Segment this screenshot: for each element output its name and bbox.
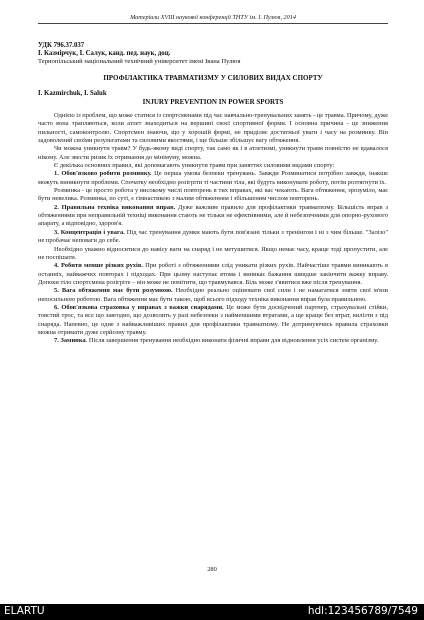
paragraph: 3. Концентрація і увага. Під час тренування думки мають бути пов'язані тільки з тренінгом і ні з чим більше. "Залізо" не пробачає неповаги до себе. <box>38 228 388 245</box>
paragraph: Розминка - це просто робота у високому числі повторень в тих вправах, які вас чекають. Вага обтяження, зрозуміло, має бути невелика. Розминка, по суті, є гімнастикою з малим обтяженням і збільшеним числом повторень. <box>38 187 388 203</box>
handle-identifier: hdl:123456789/7549 <box>307 605 418 617</box>
article-title-uk: ПРОФІЛАКТИКА ТРАВМАТИЗМУ У СИЛОВИХ ВИДАХ СПОРТУ <box>103 74 323 82</box>
paragraph: Необхідно уважно відноситися до навісу ваги на снаряд і не метушитися. Якщо немає часу, краще тоді пропустити, але не поспішати. <box>38 245 388 261</box>
paragraph: Є декілька основних правил, які допомагають уникнути травм при заняттях силовими видами спорту: <box>54 162 335 170</box>
paragraph: Однією із проблем, що може статися із спортсменами під час навчально-тренувальних занять - це травма. Причому, дуже часто вона трапляються, коли атлет знаходиться на вершині своєї спортивної форми. І основна причина - це зниження пильності, самоконтролю. Спортсмен знаючи, що у хорошій формі, не приділяє достатньої уваги і часу на розминку. Він задоволений своїми результатами та силовими якостями, і ще більше збільшує вагу обтяження. <box>38 112 388 145</box>
repository-label: ELARTU <box>4 605 45 617</box>
affiliation: Тернопільський національний технічний університет імені Івана Пулюя <box>38 58 241 65</box>
paragraph: 5. Вага обтяження має бути розумною. Необхідно реально оцінювати свої сили і не намагатися зняти свої м'язи непосильною роботою. Вага обтяження має бути такою, щоб всього підходу техніка виконання вправ була правильною. <box>38 287 388 303</box>
article-body <box>38 112 388 346</box>
paragraph: 6. Обов'язкова страховка у вправах з важки снарядами. Це може бути досвідчений партнер, страхувальні стійки, товстий трос, та все що завгодно, що дозволить у разі небезпеки з найменшими втратами, а ще краще без втрат, вилізти з під снаряда. Напевно, це одне з найважливіших правил для профілактики травматизму. Не дотримуючись правила страховки можна отримати дуже серйозну травму. <box>38 303 388 336</box>
viewer-footer-bar <box>0 604 424 620</box>
article-title-en: INJURY PREVENTION IN POWER SPORTS <box>142 98 284 106</box>
paragraph: 7. Заминка. Після завершення тренування необхідно виконати фізичні вправи для відновлення усіх систем організму. <box>54 337 379 345</box>
authors: І. Казмірчук, І. Салук, канд. пед. наук, доц. <box>38 50 171 57</box>
paragraph: Чи можна уникнути травм? У будь-якому виді спорту, так само як і в атлетизмі, уникнути травм повністю не вдавалося нікому. Але звести ризик їх отримання до мінімуму, можна. <box>38 145 388 161</box>
running-head: Матеріали XVIII наукової конференції ТНТУ ім. І. Пулюя, 2014 <box>38 14 388 24</box>
udc-code: УДК 796.37.037 <box>38 42 85 49</box>
paragraph: 1. Обов'язково робити розминку. Це перша умова безпеки тренувань. Завжди Розминатися потрібно завжди, інакше можуть виникнути проблеми. Спочатку необхідно розігріти ті частини тіла, які будуть виконувати роботу, потім розтягнути їх. <box>38 170 388 186</box>
authors-en: I. Kazmirchuk, I. Saluk <box>38 90 107 97</box>
paragraph: 2. Правильна техніка виконання вправ. Дуже важливе правило для профілактики травматизму. Більшість вправ з обтяженнями при неправильній техніці виконання стають не тільки не ефективними, але й небезпечними для опорно-рухового апарату, а відповідно, здоров'я. <box>38 203 388 228</box>
paragraph: 4. Робити менше різких рухів. При роботі з обтяженнями слід уникати різких рухів. Найчастіше травми виникають в останніх, найважчих повторах і підходах. При цьому наступає втома і виникає бажання швидше закінчити важку вправу. Допоки тіло спортсмена розігріте – він може не помітити, що травмувався. Біль може з'явитися вже після тренування. <box>38 262 388 286</box>
page-number: 280 <box>207 566 217 573</box>
